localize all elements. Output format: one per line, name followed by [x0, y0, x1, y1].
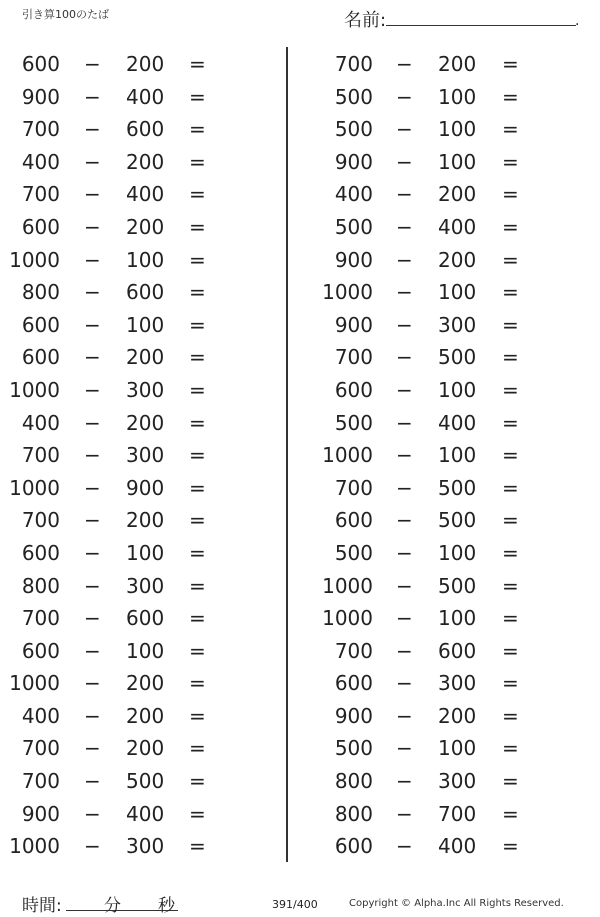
minus-sign: −: [84, 606, 101, 631]
equals-sign: =: [502, 312, 519, 337]
equals-sign: =: [189, 671, 206, 696]
minus-sign: −: [396, 638, 413, 663]
minuend: 500: [334, 410, 373, 435]
minuend: 700: [21, 117, 60, 142]
minus-sign: −: [84, 247, 101, 272]
subtrahend: 200: [126, 671, 165, 696]
minuend: 1000: [322, 573, 373, 598]
seconds-label: 秒: [158, 896, 175, 916]
subtrahend: 300: [126, 573, 165, 598]
equals-sign: =: [502, 280, 519, 305]
minus-sign: −: [84, 182, 101, 207]
problem-row: [0, 374, 280, 407]
subtrahend: 100: [438, 606, 477, 631]
problem-row: [312, 667, 592, 700]
minus-sign: −: [396, 801, 413, 826]
minus-sign: −: [396, 214, 413, 239]
subtrahend: 300: [438, 769, 477, 794]
equals-sign: =: [502, 84, 519, 109]
equals-sign: =: [502, 508, 519, 533]
problem-row: [0, 276, 280, 309]
problem-row: [0, 146, 280, 179]
minuend: 600: [21, 345, 60, 370]
minus-sign: −: [396, 377, 413, 402]
subtrahend: 300: [438, 312, 477, 337]
minus-sign: −: [396, 671, 413, 696]
minus-sign: −: [84, 769, 101, 794]
problem-row: [312, 48, 592, 81]
column-divider: [286, 47, 288, 862]
subtrahend: 500: [438, 475, 477, 500]
problem-row: [0, 48, 280, 81]
equals-sign: =: [502, 606, 519, 631]
minutes-label: 分: [104, 896, 121, 916]
equals-sign: =: [502, 540, 519, 565]
minuend: 700: [21, 182, 60, 207]
problem-row: [312, 765, 592, 798]
subtrahend: 400: [126, 84, 165, 109]
equals-sign: =: [189, 84, 206, 109]
equals-sign: =: [189, 540, 206, 565]
equals-sign: =: [502, 247, 519, 272]
subtrahend: 200: [126, 703, 165, 728]
minus-sign: −: [84, 117, 101, 142]
problem-row: [312, 244, 592, 277]
problem-row: [0, 341, 280, 374]
subtrahend: 200: [438, 703, 477, 728]
minus-sign: −: [84, 345, 101, 370]
subtrahend: 500: [438, 345, 477, 370]
minuend: 600: [334, 671, 373, 696]
subtrahend: 100: [438, 540, 477, 565]
name-dot: .: [575, 13, 580, 29]
problem-row: [312, 504, 592, 537]
equals-sign: =: [189, 149, 206, 174]
equals-sign: =: [502, 117, 519, 142]
subtrahend: 600: [438, 638, 477, 663]
page-number: 391/400: [272, 898, 318, 911]
name-label: 名前:: [344, 10, 387, 31]
minuend: 600: [21, 312, 60, 337]
minuend: 900: [21, 801, 60, 826]
minuend: 900: [334, 703, 373, 728]
equals-sign: =: [189, 508, 206, 533]
problem-row: [312, 537, 592, 570]
problem-row: [0, 439, 280, 472]
equals-sign: =: [189, 345, 206, 370]
equals-sign: =: [189, 736, 206, 761]
subtrahend: 700: [438, 801, 477, 826]
subtrahend: 100: [126, 312, 165, 337]
problem-column-left: [0, 48, 280, 863]
minuend: 800: [334, 801, 373, 826]
problem-row: [312, 635, 592, 668]
problem-row: [0, 732, 280, 765]
problem-row: [312, 178, 592, 211]
minus-sign: −: [84, 508, 101, 533]
minus-sign: −: [396, 769, 413, 794]
minus-sign: −: [84, 736, 101, 761]
equals-sign: =: [502, 345, 519, 370]
minuend: 700: [21, 443, 60, 468]
equals-sign: =: [189, 377, 206, 402]
minus-sign: −: [396, 573, 413, 598]
equals-sign: =: [189, 247, 206, 272]
subtrahend: 300: [126, 443, 165, 468]
minuend: 1000: [9, 671, 60, 696]
minuend: 900: [334, 247, 373, 272]
minus-sign: −: [396, 606, 413, 631]
subtrahend: 100: [438, 149, 477, 174]
subtrahend: 400: [126, 182, 165, 207]
minus-sign: −: [84, 84, 101, 109]
subtrahend: 100: [438, 377, 477, 402]
minuend: 700: [21, 508, 60, 533]
minus-sign: −: [396, 247, 413, 272]
minuend: 600: [21, 52, 60, 76]
minuend: 400: [21, 149, 60, 174]
subtrahend: 200: [126, 345, 165, 370]
equals-sign: =: [502, 475, 519, 500]
problem-row: [0, 798, 280, 831]
minuend: 700: [334, 52, 373, 76]
problem-row: [0, 570, 280, 603]
minuend: 1000: [9, 377, 60, 402]
minus-sign: −: [84, 671, 101, 696]
equals-sign: =: [189, 475, 206, 500]
minus-sign: −: [84, 410, 101, 435]
problem-row: [312, 570, 592, 603]
equals-sign: =: [189, 280, 206, 305]
subtrahend: 200: [126, 736, 165, 761]
equals-sign: =: [189, 703, 206, 728]
minus-sign: −: [396, 52, 413, 76]
minuend: 700: [334, 345, 373, 370]
time-label: 時間:: [22, 896, 62, 916]
minuend: 600: [21, 214, 60, 239]
subtrahend: 200: [126, 214, 165, 239]
subtrahend: 100: [438, 117, 477, 142]
copyright: Copyright © Alpha.Inc All Rights Reserved.: [349, 898, 564, 909]
problem-row: [0, 667, 280, 700]
minuend: 800: [334, 769, 373, 794]
equals-sign: =: [502, 52, 519, 76]
minus-sign: −: [84, 540, 101, 565]
minus-sign: −: [84, 834, 101, 859]
subtrahend: 100: [126, 638, 165, 663]
problem-row: [0, 113, 280, 146]
equals-sign: =: [189, 606, 206, 631]
minus-sign: −: [396, 508, 413, 533]
equals-sign: =: [502, 182, 519, 207]
subtrahend: 200: [126, 149, 165, 174]
minuend: 1000: [9, 475, 60, 500]
subtrahend: 100: [126, 540, 165, 565]
minus-sign: −: [84, 475, 101, 500]
minuend: 800: [21, 573, 60, 598]
minus-sign: −: [396, 834, 413, 859]
minuend: 600: [334, 377, 373, 402]
minuend: 600: [334, 834, 373, 859]
equals-sign: =: [189, 769, 206, 794]
subtrahend: 200: [126, 410, 165, 435]
subtrahend: 200: [126, 508, 165, 533]
problem-row: [312, 374, 592, 407]
subtrahend: 500: [438, 573, 477, 598]
subtrahend: 300: [438, 671, 477, 696]
problem-row: [312, 602, 592, 635]
minuend: 400: [21, 703, 60, 728]
subtrahend: 200: [438, 52, 477, 76]
subtrahend: 900: [126, 475, 165, 500]
equals-sign: =: [502, 149, 519, 174]
problem-row: [312, 276, 592, 309]
minuend: 500: [334, 214, 373, 239]
equals-sign: =: [502, 801, 519, 826]
minuend: 700: [21, 736, 60, 761]
minuend: 500: [334, 84, 373, 109]
subtrahend: 100: [438, 443, 477, 468]
problem-row: [0, 602, 280, 635]
problem-row: [0, 765, 280, 798]
minus-sign: −: [84, 149, 101, 174]
minuend: 700: [334, 638, 373, 663]
equals-sign: =: [189, 801, 206, 826]
equals-sign: =: [502, 377, 519, 402]
problem-row: [312, 407, 592, 440]
equals-sign: =: [189, 52, 206, 76]
minus-sign: −: [84, 573, 101, 598]
minuend: 600: [21, 638, 60, 663]
subtrahend: 400: [438, 834, 477, 859]
problem-row: [0, 211, 280, 244]
minus-sign: −: [396, 280, 413, 305]
minus-sign: −: [84, 214, 101, 239]
subtrahend: 400: [126, 801, 165, 826]
minuend: 600: [21, 540, 60, 565]
problem-row: [312, 439, 592, 472]
minus-sign: −: [396, 410, 413, 435]
minuend: 900: [334, 312, 373, 337]
minus-sign: −: [84, 801, 101, 826]
subtrahend: 200: [126, 52, 165, 76]
minus-sign: −: [84, 280, 101, 305]
problem-row: [0, 407, 280, 440]
problem-row: [312, 798, 592, 831]
subtrahend: 100: [438, 84, 477, 109]
minus-sign: −: [396, 84, 413, 109]
minuend: 1000: [322, 606, 373, 631]
problem-column-right: [312, 48, 592, 863]
subtrahend: 600: [126, 280, 165, 305]
minus-sign: −: [396, 540, 413, 565]
problem-row: [312, 81, 592, 114]
minuend: 700: [334, 475, 373, 500]
minuend: 500: [334, 117, 373, 142]
equals-sign: =: [189, 312, 206, 337]
minuend: 900: [334, 149, 373, 174]
minus-sign: −: [396, 443, 413, 468]
minuend: 800: [21, 280, 60, 305]
problem-row: [312, 830, 592, 863]
subtrahend: 400: [438, 410, 477, 435]
equals-sign: =: [502, 214, 519, 239]
minuend: 900: [21, 84, 60, 109]
minus-sign: −: [396, 149, 413, 174]
worksheet-title: 引き算100のたば: [22, 8, 109, 21]
subtrahend: 500: [126, 769, 165, 794]
name-line[interactable]: [386, 25, 576, 26]
minus-sign: −: [396, 736, 413, 761]
problem-row: [312, 341, 592, 374]
problem-row: [312, 309, 592, 342]
minuend: 1000: [9, 247, 60, 272]
equals-sign: =: [502, 573, 519, 598]
problem-row: [312, 113, 592, 146]
minus-sign: −: [84, 52, 101, 76]
minuend: 400: [334, 182, 373, 207]
minuend: 400: [21, 410, 60, 435]
problem-row: [0, 244, 280, 277]
problem-row: [0, 178, 280, 211]
minus-sign: −: [396, 345, 413, 370]
minuend: 1000: [9, 834, 60, 859]
minus-sign: −: [396, 312, 413, 337]
problem-row: [0, 309, 280, 342]
equals-sign: =: [189, 443, 206, 468]
minuend: 1000: [322, 443, 373, 468]
minuend: 600: [334, 508, 373, 533]
minuend: 500: [334, 540, 373, 565]
minus-sign: −: [84, 312, 101, 337]
subtrahend: 200: [438, 182, 477, 207]
equals-sign: =: [189, 834, 206, 859]
equals-sign: =: [189, 410, 206, 435]
subtrahend: 300: [126, 834, 165, 859]
minus-sign: −: [396, 703, 413, 728]
equals-sign: =: [189, 182, 206, 207]
equals-sign: =: [189, 117, 206, 142]
problem-row: [0, 472, 280, 505]
problem-row: [312, 732, 592, 765]
problem-row: [0, 537, 280, 570]
equals-sign: =: [502, 834, 519, 859]
subtrahend: 400: [438, 214, 477, 239]
minuend: 1000: [322, 280, 373, 305]
minuend: 700: [21, 769, 60, 794]
equals-sign: =: [502, 410, 519, 435]
equals-sign: =: [189, 214, 206, 239]
subtrahend: 100: [438, 280, 477, 305]
minus-sign: −: [84, 377, 101, 402]
minuend: 700: [21, 606, 60, 631]
subtrahend: 200: [438, 247, 477, 272]
minus-sign: −: [396, 182, 413, 207]
equals-sign: =: [189, 573, 206, 598]
problem-row: [0, 504, 280, 537]
subtrahend: 100: [126, 247, 165, 272]
minus-sign: −: [396, 475, 413, 500]
minus-sign: −: [84, 638, 101, 663]
subtrahend: 600: [126, 117, 165, 142]
problem-row: [312, 211, 592, 244]
equals-sign: =: [502, 769, 519, 794]
equals-sign: =: [502, 671, 519, 696]
subtrahend: 300: [126, 377, 165, 402]
problem-row: [312, 472, 592, 505]
minus-sign: −: [84, 703, 101, 728]
problem-row: [0, 635, 280, 668]
equals-sign: =: [189, 638, 206, 663]
minuend: 500: [334, 736, 373, 761]
equals-sign: =: [502, 443, 519, 468]
problem-row: [0, 830, 280, 863]
problem-row: [312, 700, 592, 733]
equals-sign: =: [502, 736, 519, 761]
subtrahend: 500: [438, 508, 477, 533]
minus-sign: −: [84, 443, 101, 468]
problem-row: [0, 81, 280, 114]
subtrahend: 600: [126, 606, 165, 631]
equals-sign: =: [502, 638, 519, 663]
subtrahend: 100: [438, 736, 477, 761]
minus-sign: −: [396, 117, 413, 142]
equals-sign: =: [502, 703, 519, 728]
problem-row: [0, 700, 280, 733]
problem-row: [312, 146, 592, 179]
